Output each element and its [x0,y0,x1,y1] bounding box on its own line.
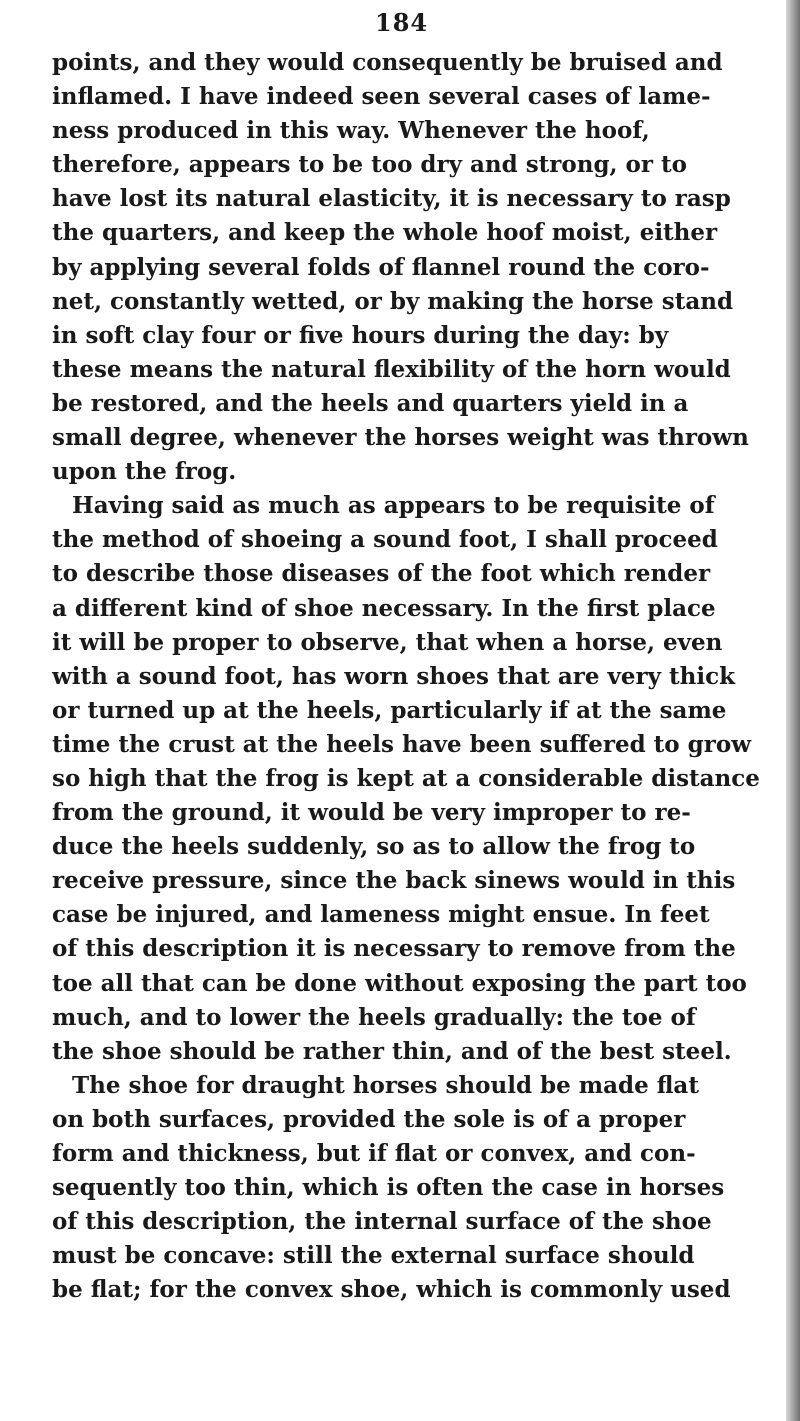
text-line: much, and to lower the heels gradually: the toe of [52,1003,696,1031]
text-line: from the ground, it would be very improper to re- [52,799,691,827]
text-line: the method of shoeing a sound foot, I shall proceed [52,526,718,554]
text-line: by applying several folds of flannel round the coro- [52,253,710,281]
text-line: small degree, whenever the horses weight was thrown [52,424,749,452]
text-line: of this description, the internal surface of the shoe [52,1208,712,1236]
text-line: have lost its natural elasticity, it is necessary to rasp [52,185,731,213]
text-line: time the crust at the heels have been suffered to grow [52,730,751,758]
text-line: ness produced in this way. Whenever the hoof, [52,117,650,145]
body-text [52,46,792,1307]
page-number: 184 [375,8,429,37]
text-line: in soft clay four or five hours during the day: by [52,321,669,349]
text-line: on both surfaces, provided the sole is of a proper [52,1105,686,1133]
text-line: it will be proper to observe, that when a horse, even [52,628,723,656]
text-line: of this description it is necessary to remove from the [52,935,736,963]
text-line: therefore, appears to be too dry and strong, or to [52,151,687,179]
text-line: must be concave: still the external surface should [52,1242,695,1270]
text-line: form and thickness, but if flat or convex, and con- [52,1140,696,1167]
text-line: duce the heels suddenly, so as to allow the frog to [52,833,696,861]
text-line: with a sound foot, has worn shoes that are very thick [52,662,736,690]
text-line: inflamed. I have indeed seen several cases of lame- [52,83,711,111]
text-line: Having said as much as appears to be requisite of [72,492,715,520]
text-line: or turned up at the heels, particularly if at the same [52,696,727,724]
text-line: net, constantly wetted, or by making the horse stand [52,287,734,315]
text-line: The shoe for draught horses should be made flat [72,1071,699,1099]
text-line: points, and they would consequently be bruised and [52,49,723,76]
text-line: so high that the frog is kept at a considerable distance [52,764,760,792]
text-line: these means the natural flexibility of the horn would [52,355,731,383]
text-line: be restored, and the heels and quarters yield in a [52,389,689,417]
text-line: receive pressure, since the back sinews would in this [52,867,736,895]
text-line: the quarters, and keep the whole hoof moist, either [52,219,718,247]
text-line: be flat; for the convex shoe, which is commonly used [52,1276,731,1304]
text-line: a different kind of shoe necessary. In the first place [52,594,716,622]
text-line: to describe those diseases of the foot which render [52,560,711,588]
text-line: toe all that can be done without exposing the part too [52,969,747,997]
text-line: upon the frog. [52,458,237,486]
text-line: sequently too thin, which is often the case in horses [52,1174,725,1202]
text-line: the shoe should be rather thin, and of the best steel. [52,1037,732,1065]
text-line: case be injured, and lameness might ensue. In feet [52,901,710,929]
